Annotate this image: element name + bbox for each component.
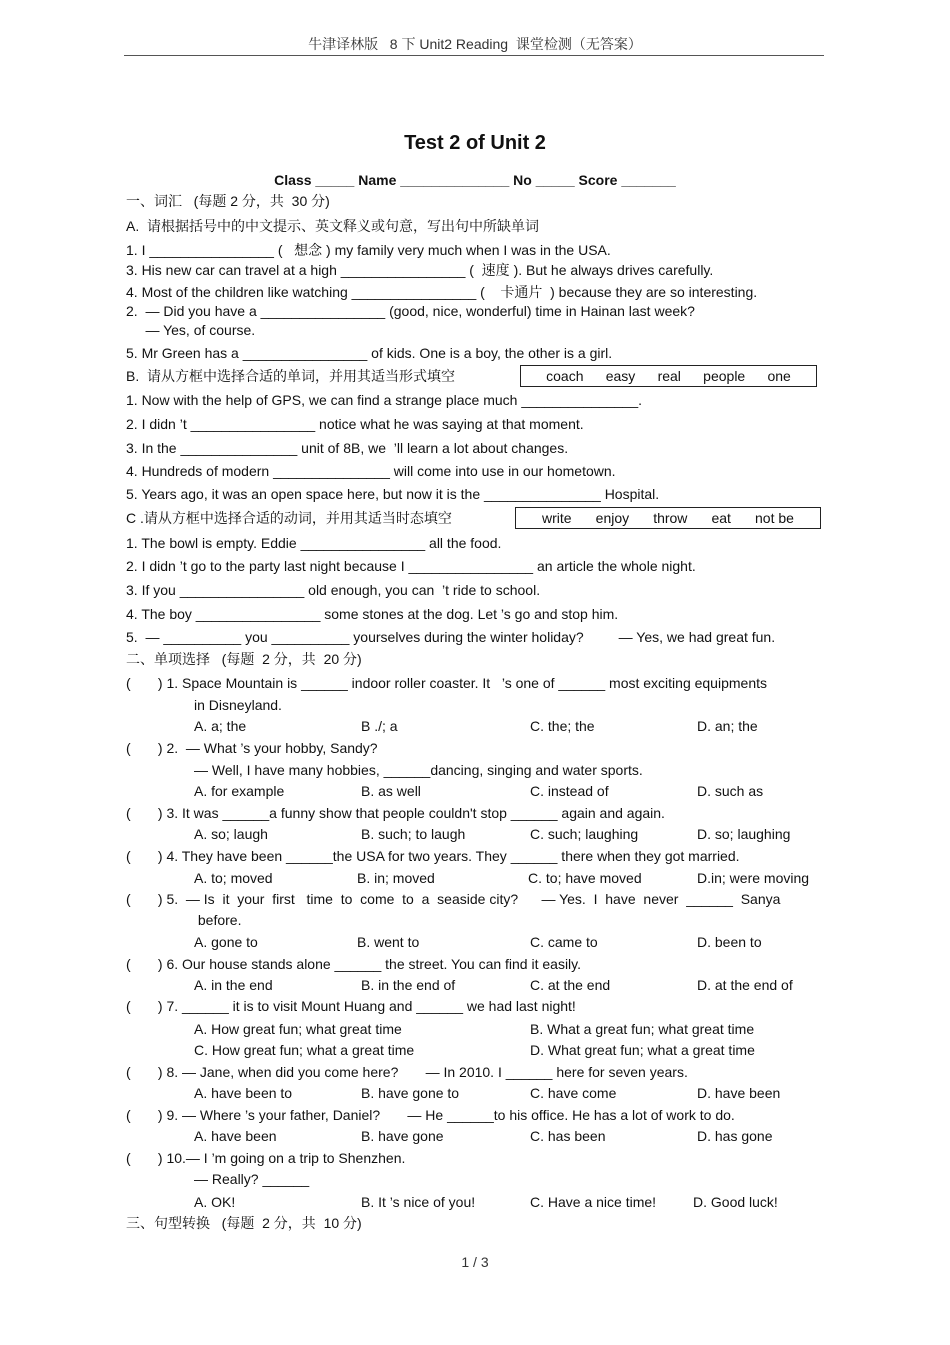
part-c-line: 1. The bowl is empty. Eddie ________________ all the food.	[126, 535, 502, 551]
option-c: C. have come	[530, 1085, 617, 1101]
option-a: A. gone to	[194, 934, 258, 950]
question-stem: ( ) 10.— I ’m going on a trip to Shenzhen.	[126, 1150, 406, 1166]
option-b: B. What a great fun; what great time	[530, 1021, 755, 1037]
part-c-line: 3. If you ________________ old enough, you can ’t ride to school.	[126, 582, 541, 598]
word-box-item: coach	[546, 368, 584, 384]
test-title: Test 2 of Unit 2	[404, 132, 546, 154]
part-a-line: 1. I ________________ ( 想念 ) my family very much when I was in the USA.	[126, 242, 611, 258]
part-c-line: 5. — __________ you __________ yourselves during the winter holiday? — Yes, we had great fun.	[126, 629, 776, 645]
option-d: D. an; the	[697, 718, 758, 734]
word-box-item: people	[703, 368, 746, 384]
option-c: C. came to	[530, 934, 598, 950]
option-a: A. OK!	[194, 1194, 236, 1210]
word-box-item: real	[657, 368, 681, 384]
question-continuation: before.	[194, 912, 242, 928]
part-c-heading: C .请从方框中选择合适的动词，并用其适当时态填空	[126, 510, 452, 526]
word-box-item: enjoy	[595, 510, 630, 526]
option-c: C. the; the	[530, 718, 595, 734]
question-stem: ( ) 2. — What ’s your hobby, Sandy?	[126, 740, 378, 756]
part-b-word-box	[520, 365, 817, 387]
option-d: D. so; laughing	[697, 826, 791, 842]
part-b-heading: B. 请从方框中选择合适的单词，并用其适当形式填空	[126, 368, 456, 384]
option-b: B. in; moved	[357, 870, 435, 886]
option-a: A. for example	[194, 783, 285, 799]
question-stem: ( ) 1. Space Mountain is ______ indoor roller coaster. It ’s one of ______ most exciting equipments	[126, 675, 767, 691]
option-a: A. have been	[194, 1128, 277, 1144]
option-b: B. such; to laugh	[361, 826, 466, 842]
question-stem: ( ) 6. Our house stands alone ______ the street. You can find it easily.	[126, 956, 582, 972]
part-a-line: 5. Mr Green has a ________________ of kids. One is a boy, the other is a girl.	[126, 345, 613, 361]
part-a-line: 3. His new car can travel at a high ________________ ( 速度 ). But he always drives carefully.	[126, 262, 714, 278]
option-b: B. as well	[361, 783, 421, 799]
question-continuation: in Disneyland.	[194, 697, 282, 713]
part-a-heading: A. 请根据括号中的中文提示、英文释义或句意，写出句中所缺单词	[126, 218, 540, 234]
section-2-heading: 二、单项选择 (每题 2 分，共 20 分)	[126, 651, 362, 667]
option-c: C. such; laughing	[530, 826, 639, 842]
option-b: B. have gone to	[361, 1085, 460, 1101]
option-d: D. What great fun; what a great time	[530, 1042, 755, 1058]
option-b: B. have gone	[361, 1128, 444, 1144]
question-stem: ( ) 9. — Where ’s your father, Daniel? — He ______to his office. He has a lot of work to do.	[126, 1107, 735, 1123]
option-a: A. so; laugh	[194, 826, 268, 842]
word-box-item: one	[767, 368, 791, 384]
part-c-line: 4. The boy ________________ some stones at the dog. Let ’s go and stop him.	[126, 606, 619, 622]
option-c: C. has been	[530, 1128, 606, 1144]
part-c-line: 2. I didn ’t go to the party last night because I ________________ an article the whole night.	[126, 558, 696, 574]
option-a: A. to; moved	[194, 870, 273, 886]
option-c: C. at the end	[530, 977, 611, 993]
option-d: D. such as	[697, 783, 764, 799]
header-divider	[124, 55, 824, 56]
student-info-line: Class _____ Name ______________ No _____ Score _______	[274, 172, 676, 188]
word-box-item: throw	[653, 510, 688, 526]
option-d: D. been to	[697, 934, 762, 950]
question-continuation: — Well, I have many hobbies, ______dancing, singing and water sports.	[194, 762, 643, 778]
page-header: 牛津译林版 8 下 Unit2 Reading 课堂检测（无答案）	[308, 36, 642, 52]
option-d: D. has gone	[697, 1128, 773, 1144]
word-box-item: not be	[755, 510, 794, 526]
option-b: B. It ’s nice of you!	[361, 1194, 476, 1210]
part-a-line: 2. — Did you have a ________________ (good, nice, wonderful) time in Hainan last week?	[126, 303, 695, 319]
option-c: C. How great fun; what a great time	[194, 1042, 415, 1058]
option-d: D. Good luck!	[693, 1194, 778, 1210]
part-b-line: 2. I didn ’t ________________ notice what he was saying at that moment.	[126, 416, 584, 432]
part-c-word-box	[515, 507, 821, 529]
page-number: 1 / 3	[461, 1254, 489, 1270]
word-box-item: easy	[605, 368, 636, 384]
question-continuation: — Really? ______	[194, 1171, 310, 1187]
word-box-item: write	[542, 510, 572, 526]
word-box-item: eat	[711, 510, 731, 526]
option-d: D. have been	[697, 1085, 781, 1101]
part-b-line: 5. Years ago, it was an open space here, but now it is the _______________ Hospital.	[126, 486, 660, 502]
part-a-line: — Yes, of course.	[126, 322, 256, 338]
question-stem: ( ) 4. They have been ______the USA for two years. They ______ there when they got married.	[126, 848, 740, 864]
option-b: B. in the end of	[361, 977, 456, 993]
option-d: D.in; were moving	[697, 870, 810, 886]
option-d: D. at the end of	[697, 977, 793, 993]
option-b: B ./; a	[361, 718, 398, 734]
option-a: A. in the end	[194, 977, 273, 993]
question-stem: ( ) 5. — Is it your first time to come to a seaside city? — Yes. I have never ______ Sanya	[126, 891, 781, 907]
option-a: A. How great fun; what great time	[194, 1021, 402, 1037]
option-a: A. a; the	[194, 718, 247, 734]
option-c: C. Have a nice time!	[530, 1194, 657, 1210]
option-c: C. to; have moved	[528, 870, 642, 886]
section-1-heading: 一、词汇 (每题 2 分，共 30 分)	[126, 193, 330, 209]
part-b-line: 4. Hundreds of modern _______________ will come into use in our hometown.	[126, 463, 616, 479]
question-stem: ( ) 7. ______ it is to visit Mount Huang and ______ we had last night!	[126, 998, 576, 1014]
section-3-heading: 三、句型转换 (每题 2 分，共 10 分)	[126, 1215, 362, 1231]
question-stem: ( ) 8. — Jane, when did you come here? — In 2010. I ______ here for seven years.	[126, 1064, 688, 1080]
part-b-line: 1. Now with the help of GPS, we can find a strange place much _______________.	[126, 392, 643, 408]
part-a-line: 4. Most of the children like watching ________________ ( 卡通片 ) because they are so interesting.	[126, 284, 758, 300]
option-b: B. went to	[357, 934, 420, 950]
question-stem: ( ) 3. It was ______a funny show that people couldn't stop ______ again and again.	[126, 805, 665, 821]
part-b-line: 3. In the _______________ unit of 8B, we ’ll learn a lot about changes.	[126, 440, 569, 456]
option-a: A. have been to	[194, 1085, 293, 1101]
option-c: C. instead of	[530, 783, 609, 799]
